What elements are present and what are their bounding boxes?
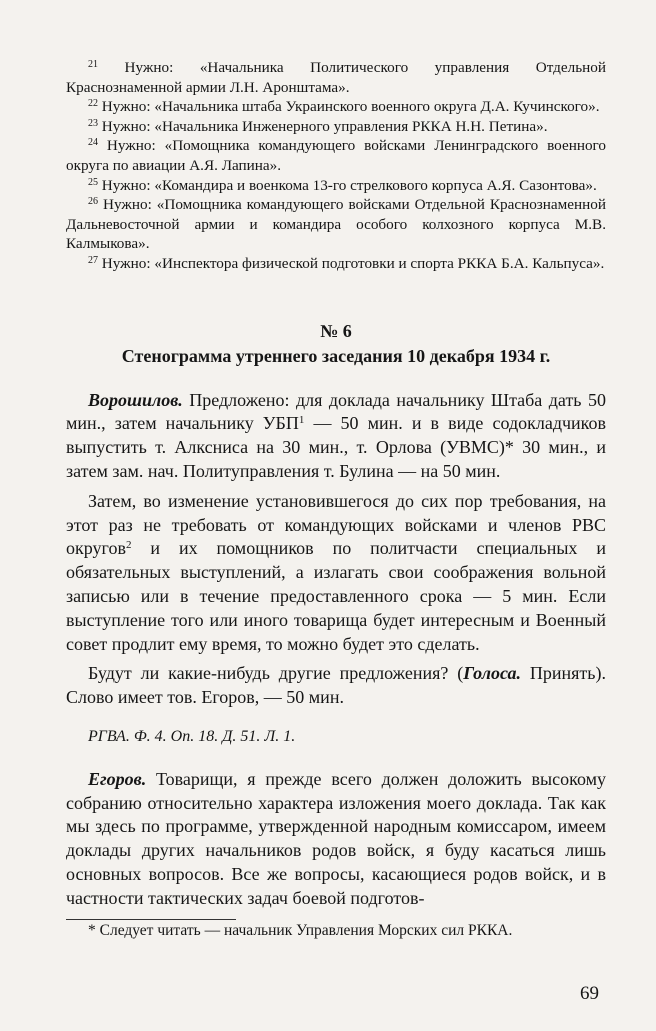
footnote-number: 27 xyxy=(88,254,98,266)
paragraph-text: Затем, во изменение установившегося до сих пор требования, на этот раз не требовать от командующих войсками и членов РВС округов xyxy=(66,490,606,559)
paragraph xyxy=(66,662,606,710)
footnote xyxy=(66,176,606,196)
footnotes-block xyxy=(66,58,606,274)
footnote-number: 22 xyxy=(88,98,98,110)
speech-voroshilov xyxy=(66,389,606,710)
page-content xyxy=(66,58,606,940)
footnote-ref: 2 xyxy=(125,539,132,552)
footnote-text: Нужно: «Помощника командующего войсками Ленинградского военного округа по авиации А.Я. Лапина». xyxy=(66,137,607,174)
paragraph-text: и их помощников по политчасти специальных и обязательных выступлений, а излагать свои соображения вольной записью или в течение предоставленного срока — 5 мин. Если выступление того или иного товарища будет интересным и Военный совет продлит ему время, то можно будет это сделать. xyxy=(66,538,606,654)
footnote xyxy=(66,117,606,137)
footnote xyxy=(66,195,606,254)
footnote-text: Нужно: «Инспектора физической подготовки и спорта РККА Б.А. Кальпуса». xyxy=(101,254,605,272)
paragraph xyxy=(66,389,606,484)
paragraph-text: — 50 мин. и в виде содокладчиков выпустить т. Алксниса на 30 мин., т. Орлова (УВМС)* 30 мин., и затем зам. нач. Политуправления т. Булина — на 50 мин. xyxy=(66,413,606,481)
voices-label: Голоса. xyxy=(463,663,521,684)
footnote-text: Нужно: «Командира и военкома 13-го стрелкового корпуса А.Я. Сазонтова». xyxy=(101,176,597,194)
footnote-ref: 1 xyxy=(298,414,305,427)
document-number: № 6 xyxy=(320,320,352,341)
paragraph-text: Принять). Слово имеет тов. Егоров, — 50 мин. xyxy=(66,663,606,708)
footnote xyxy=(66,136,606,175)
footnote-number: 24 xyxy=(88,137,98,149)
footnote-divider xyxy=(66,919,236,920)
footnote-text: Нужно: «Начальника штаба Украинского военного округа Д.А. Кучинского». xyxy=(101,98,600,116)
speaker-name: Ворошилов. xyxy=(88,389,183,410)
footnote-number: 25 xyxy=(88,176,98,188)
footnote-number: 26 xyxy=(88,196,98,208)
footnote-text: Нужно: «Начальника Политического управления Отдельной Краснознаменной армии Л.Н. Аронштама». xyxy=(66,59,606,96)
paragraph-text: Товарищи, я прежде всего должен доложить высокому собранию относительно характера изложения моего доклада. Так как мы здесь по программе, утвержденной народным комиссаром, имеем доклады других начальников родов войск, я буду касаться лишь основных вопросов. Все же вопросы, касающиеся родов войск, и в частности тактических задач боевой подготов- xyxy=(66,768,606,908)
speech-egorov xyxy=(66,768,606,911)
footnote-number: 23 xyxy=(88,117,98,129)
bottom-note: * Следует читать — начальник Управления Морских сил РККА. xyxy=(88,921,513,939)
footnote-text: Нужно: «Начальника Инженерного управления РККА Н.Н. Петина». xyxy=(101,117,548,135)
paragraph-text: Будут ли какие-нибудь другие предложения? ( xyxy=(88,663,464,684)
document-title: Стенограмма утреннего заседания 10 декабря 1934 г. xyxy=(121,345,551,366)
page-number: 69 xyxy=(580,983,599,1004)
footnote-number: 21 xyxy=(88,59,98,70)
footnote xyxy=(66,254,606,274)
footnote-text: Нужно: «Помощника командующего войсками Отдельной Краснознаменной Дальневосточной армии и командира особого колхозного корпуса М.В. Калмыкова». xyxy=(66,196,606,253)
paragraph-text: Предложено: для доклада начальнику Штаба дать 50 мин., затем начальнику УБП xyxy=(66,389,606,434)
paragraph xyxy=(66,768,606,911)
speaker-name: Егоров. xyxy=(88,768,147,789)
archive-reference: РГВА. Ф. 4. Оп. 18. Д. 51. Л. 1. xyxy=(88,727,296,745)
paragraph xyxy=(66,490,606,657)
footnote xyxy=(66,97,606,117)
footnote xyxy=(66,58,606,97)
